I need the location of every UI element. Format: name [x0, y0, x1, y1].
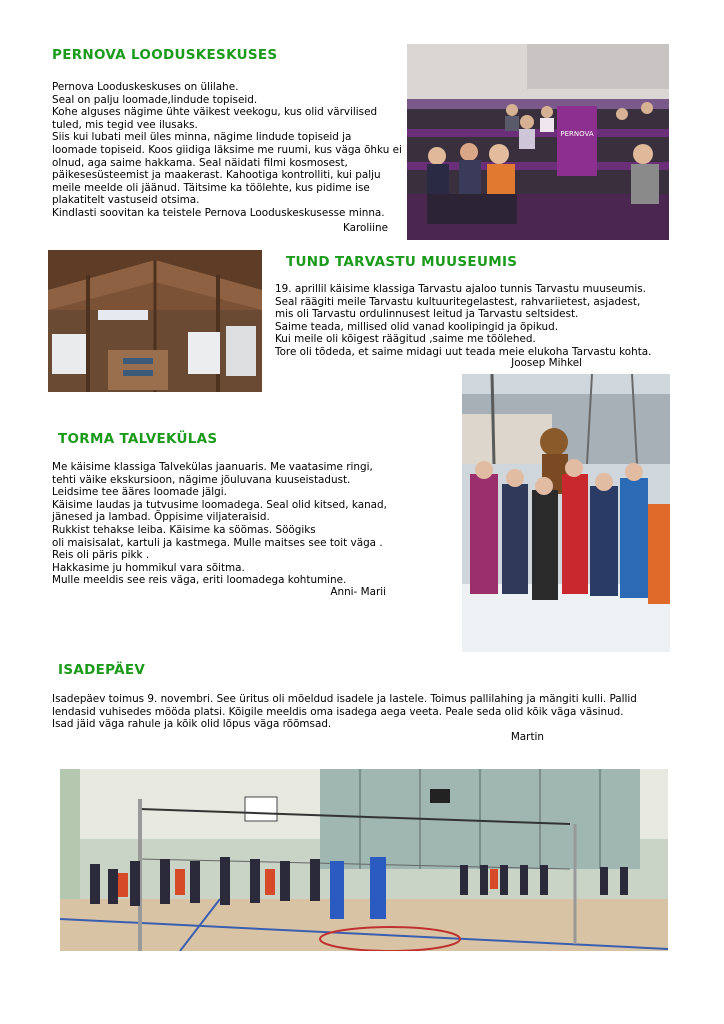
text-line: Käisime laudas ja tutvusime loomadega. Seal olid kitsed, kanad,: [52, 498, 387, 511]
text-line: Hakkasime ju hommikul vara sõitma.: [52, 561, 245, 574]
text-line: Isadepäev toimus 9. novembri. See üritus oli mõeldud isadele ja lastele. Toimus pallilahing ja mängiti kulli. Pallid: [52, 693, 637, 705]
text-line: Kohe alguses nägime ühte väikest veekogu, kus olid värvilised: [52, 106, 378, 119]
text-line: Leidsime tee ääres loomade jälgi.: [52, 486, 227, 499]
torma-heading: TORMA TALVEKÜLAS: [58, 431, 218, 447]
text-line: Kui meile oli kõigest räägitud ,saime me töölehed.: [275, 333, 536, 346]
text-line: lendasid vuhisedes mööda platsi. Kõigile meeldis oma isadega aega veeta. Peale seda olid kõik väga väsinud.: [52, 705, 624, 718]
isadepaev-author: Martin: [510, 731, 544, 743]
text-line: Rukkist tehakse leiba. Käisime ka söömas. Söögiks: [52, 523, 316, 536]
text-line: olnud, aga saime hakkama. Seal näidati filmi kosmosest,: [52, 156, 348, 169]
text-line: tehti väike ekskursioon, nägime jõuluvana kuuseistadust.: [52, 473, 351, 486]
pernova-sign-text: PERNOVA: [560, 130, 594, 138]
text-line: loomade topiseid. Koos giidiga läksime me ruumi, kus väga õhku ei: [52, 143, 402, 156]
tarvastu-attic-museum-photo: [48, 250, 262, 392]
torma-text: [52, 461, 387, 587]
text-line: Pernova Looduskeskuses on ülilahe.: [52, 81, 239, 93]
text-line: tuled, mis tegid vee ilusaks.: [52, 118, 198, 131]
tarvastu-author: Joosep Mihkel: [511, 357, 582, 369]
torma-winter-village-photo: [462, 374, 670, 652]
text-line: meile meelde oli jäänud. Täitsime ka töölehte, kus pidime ise: [52, 181, 370, 194]
text-line: plakatitelt vastuseid otsima.: [52, 194, 200, 207]
isadepaev-text: [52, 693, 637, 731]
text-line: Kindlasti soovitan ka teistele Pernova Looduskeskusesse minna.: [52, 206, 385, 219]
pernova-text: [52, 81, 402, 220]
text-line: Tore oli tõdeda, et saime midagi uut teada meie elukoha Tarvastu kohta.: [275, 345, 652, 358]
text-line: oli maisisalat, kartuli ja kastmega. Mulle maitses see toit väga .: [52, 536, 383, 549]
text-line: Reis oli päris pikk .: [52, 549, 150, 562]
tarvastu-text: [275, 283, 651, 359]
tarvastu-heading: TUND TARVASTU MUUSEUMIS: [286, 254, 518, 270]
pernova-heading: PERNOVA LOODUSKESKUSES: [52, 47, 278, 63]
isadepaev-heading: ISADEPÄEV: [58, 662, 146, 678]
text-line: Me käisime klassiga Talvekülas jaanuaris. Me vaatasime ringi,: [52, 461, 373, 473]
text-line: päikesesüsteemist ja maakerast. Kahootiga kontrolliti, kui palju: [52, 169, 381, 182]
text-line: Saime teada, millised olid vanad koolipingid ja õpikud.: [275, 320, 559, 333]
torma-author: Anni- Marii: [330, 586, 386, 598]
text-line: Siis kui lubati meil üles minna, nägime lindude topiseid ja: [52, 131, 352, 144]
text-line: 19. aprillil käisime klassiga Tarvastu ajaloo tunnis Tarvastu muuseumis.: [275, 283, 646, 295]
text-line: mis oli Tarvastu ordulinnusest leitud ja Tarvastu seltsidest.: [275, 308, 579, 321]
text-line: Isad jäid väga rahule ja kõik olid lõpus väga rõõmsad.: [52, 718, 332, 731]
text-line: jänesed ja lambad. Õppisime viljateraisid.: [52, 511, 270, 524]
pernova-author: Karoliine: [342, 222, 388, 234]
pernova-cinema-photo: [407, 44, 669, 240]
text-line: Seal räägiti meile Tarvastu kultuuritegelastest, rahvariietest, asjadest,: [275, 295, 641, 308]
isadepaev-gym-photo: [60, 769, 668, 951]
text-line: Seal on palju loomade,lindude topiseid.: [52, 93, 258, 106]
text-line: Mulle meeldis see reis väga, eriti loomadega kohtumine.: [52, 574, 347, 587]
